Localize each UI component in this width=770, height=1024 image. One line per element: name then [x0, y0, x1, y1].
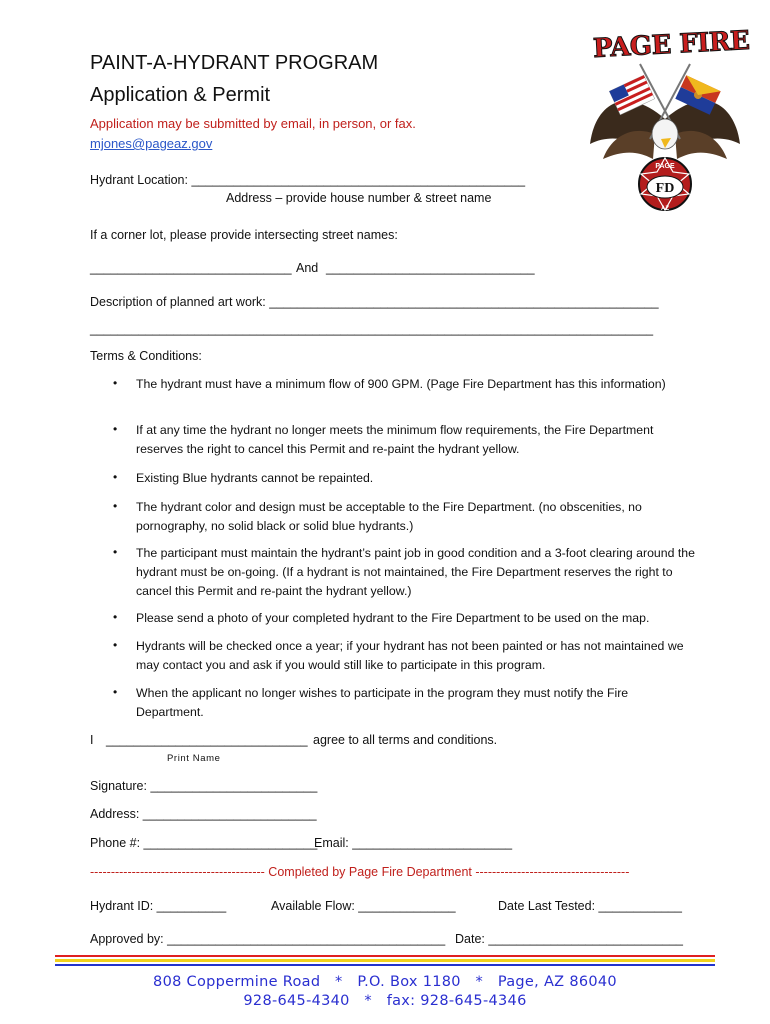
bullet-icon: • — [113, 470, 118, 484]
i-label: I — [90, 733, 94, 747]
badge-bottom-text: AZ — [661, 206, 669, 212]
date-field[interactable]: Date: ____________________________ — [455, 932, 684, 946]
submit-note: Application may be submitted by email, in person, or fax. — [90, 116, 416, 131]
divider-yellow — [55, 959, 715, 962]
bullet-icon: • — [113, 545, 118, 559]
art-work-field-line2[interactable]: _________________________________________________________________________________ — [90, 322, 654, 336]
footer-phone: 928-645-4340 * fax: 928-645-4346 — [243, 993, 527, 1009]
bullet-icon: • — [113, 685, 118, 699]
agree-text: agree to all terms and conditions. — [313, 733, 498, 747]
available-flow-field[interactable]: Available Flow: ______________ — [271, 899, 456, 913]
term-item: The hydrant must have a minimum flow of 900 GPM. (Page Fire Department has this information) — [136, 377, 666, 391]
hydrant-location-field[interactable]: Hydrant Location: ________________________________________________ — [90, 173, 526, 187]
phone-field[interactable]: Phone #: _________________________ — [90, 836, 318, 850]
approved-by-field[interactable]: Approved by: ________________________________________ — [90, 932, 446, 946]
page-subtitle: Application & Permit — [90, 84, 271, 106]
print-name-field[interactable]: _____________________________ — [106, 733, 308, 747]
bullet-icon: • — [113, 610, 118, 624]
date-last-tested-field[interactable]: Date Last Tested: ____________ — [498, 899, 682, 913]
street-2-field[interactable]: ______________________________ — [326, 261, 535, 275]
corner-lot-label: If a corner lot, please provide intersecting street names: — [90, 228, 398, 242]
and-label: And — [296, 261, 319, 275]
signature-field[interactable]: Signature: ________________________ — [90, 779, 318, 793]
department-divider: ------------------------------------------ Completed by Page Fire Department ------------------------------------- — [90, 865, 630, 879]
term-item: If at any time the hydrant no longer meets the minimum flow requirements, the Fire Department reserves the right to cancel this Permit and re-paint the hydrant yellow. — [136, 423, 654, 456]
print-name-label: Print Name — [167, 753, 221, 764]
bullet-icon: • — [113, 499, 118, 513]
divider-blue — [55, 964, 715, 966]
hydrant-id-field[interactable]: Hydrant ID: __________ — [90, 899, 227, 913]
email-field[interactable]: Email: _______________________ — [314, 836, 513, 850]
divider-red — [55, 955, 715, 957]
bullet-icon: • — [113, 638, 118, 652]
logo-wordmark: PAGE FIRE — [592, 25, 751, 65]
term-item: Please send a photo of your completed hydrant to the Fire Department to be used on the map. — [136, 611, 650, 625]
term-item: Hydrants will be checked once a year; if your hydrant has not been painted or has not maintained we may contact you and ask if you would still like to participate in this program. — [136, 639, 684, 672]
bullet-icon: • — [113, 376, 118, 390]
badge-top-text: PAGE — [655, 163, 675, 170]
address-hint: Address – provide house number & street name — [226, 191, 492, 205]
email-link[interactable]: mjones@pageaz.gov — [90, 136, 213, 151]
badge-center-text: FD — [655, 181, 675, 196]
page-title: PAINT-A-HYDRANT PROGRAM — [90, 52, 379, 74]
address-field[interactable]: Address: _________________________ — [90, 807, 317, 821]
terms-heading: Terms & Conditions: — [90, 349, 202, 363]
street-1-field[interactable]: _____________________________ — [90, 261, 292, 275]
bullet-icon: • — [113, 422, 118, 436]
page-fire-logo — [585, 24, 751, 224]
art-work-field[interactable]: Description of planned art work: ________________________________________________________ — [90, 295, 659, 309]
footer-address: 808 Coppermine Road * P.O. Box 1180 * Page, AZ 86040 — [153, 974, 617, 990]
term-item: When the applicant no longer wishes to participate in the program they must notify the Fire Department. — [136, 686, 629, 719]
term-item: The hydrant color and design must be acceptable to the Fire Department. (no obscenities, no pornography, no solid black or solid blue hydrants.) — [136, 500, 642, 533]
term-item: The participant must maintain the hydrant’s paint job in good condition and a 3-foot clearing around the hydrant must be on-going. (If a hydrant is not maintained, the Fire Department reserves the right to cancel this Permit and re-paint the hydrant yellow.) — [136, 546, 695, 598]
term-item: Existing Blue hydrants cannot be repainted. — [136, 471, 374, 485]
